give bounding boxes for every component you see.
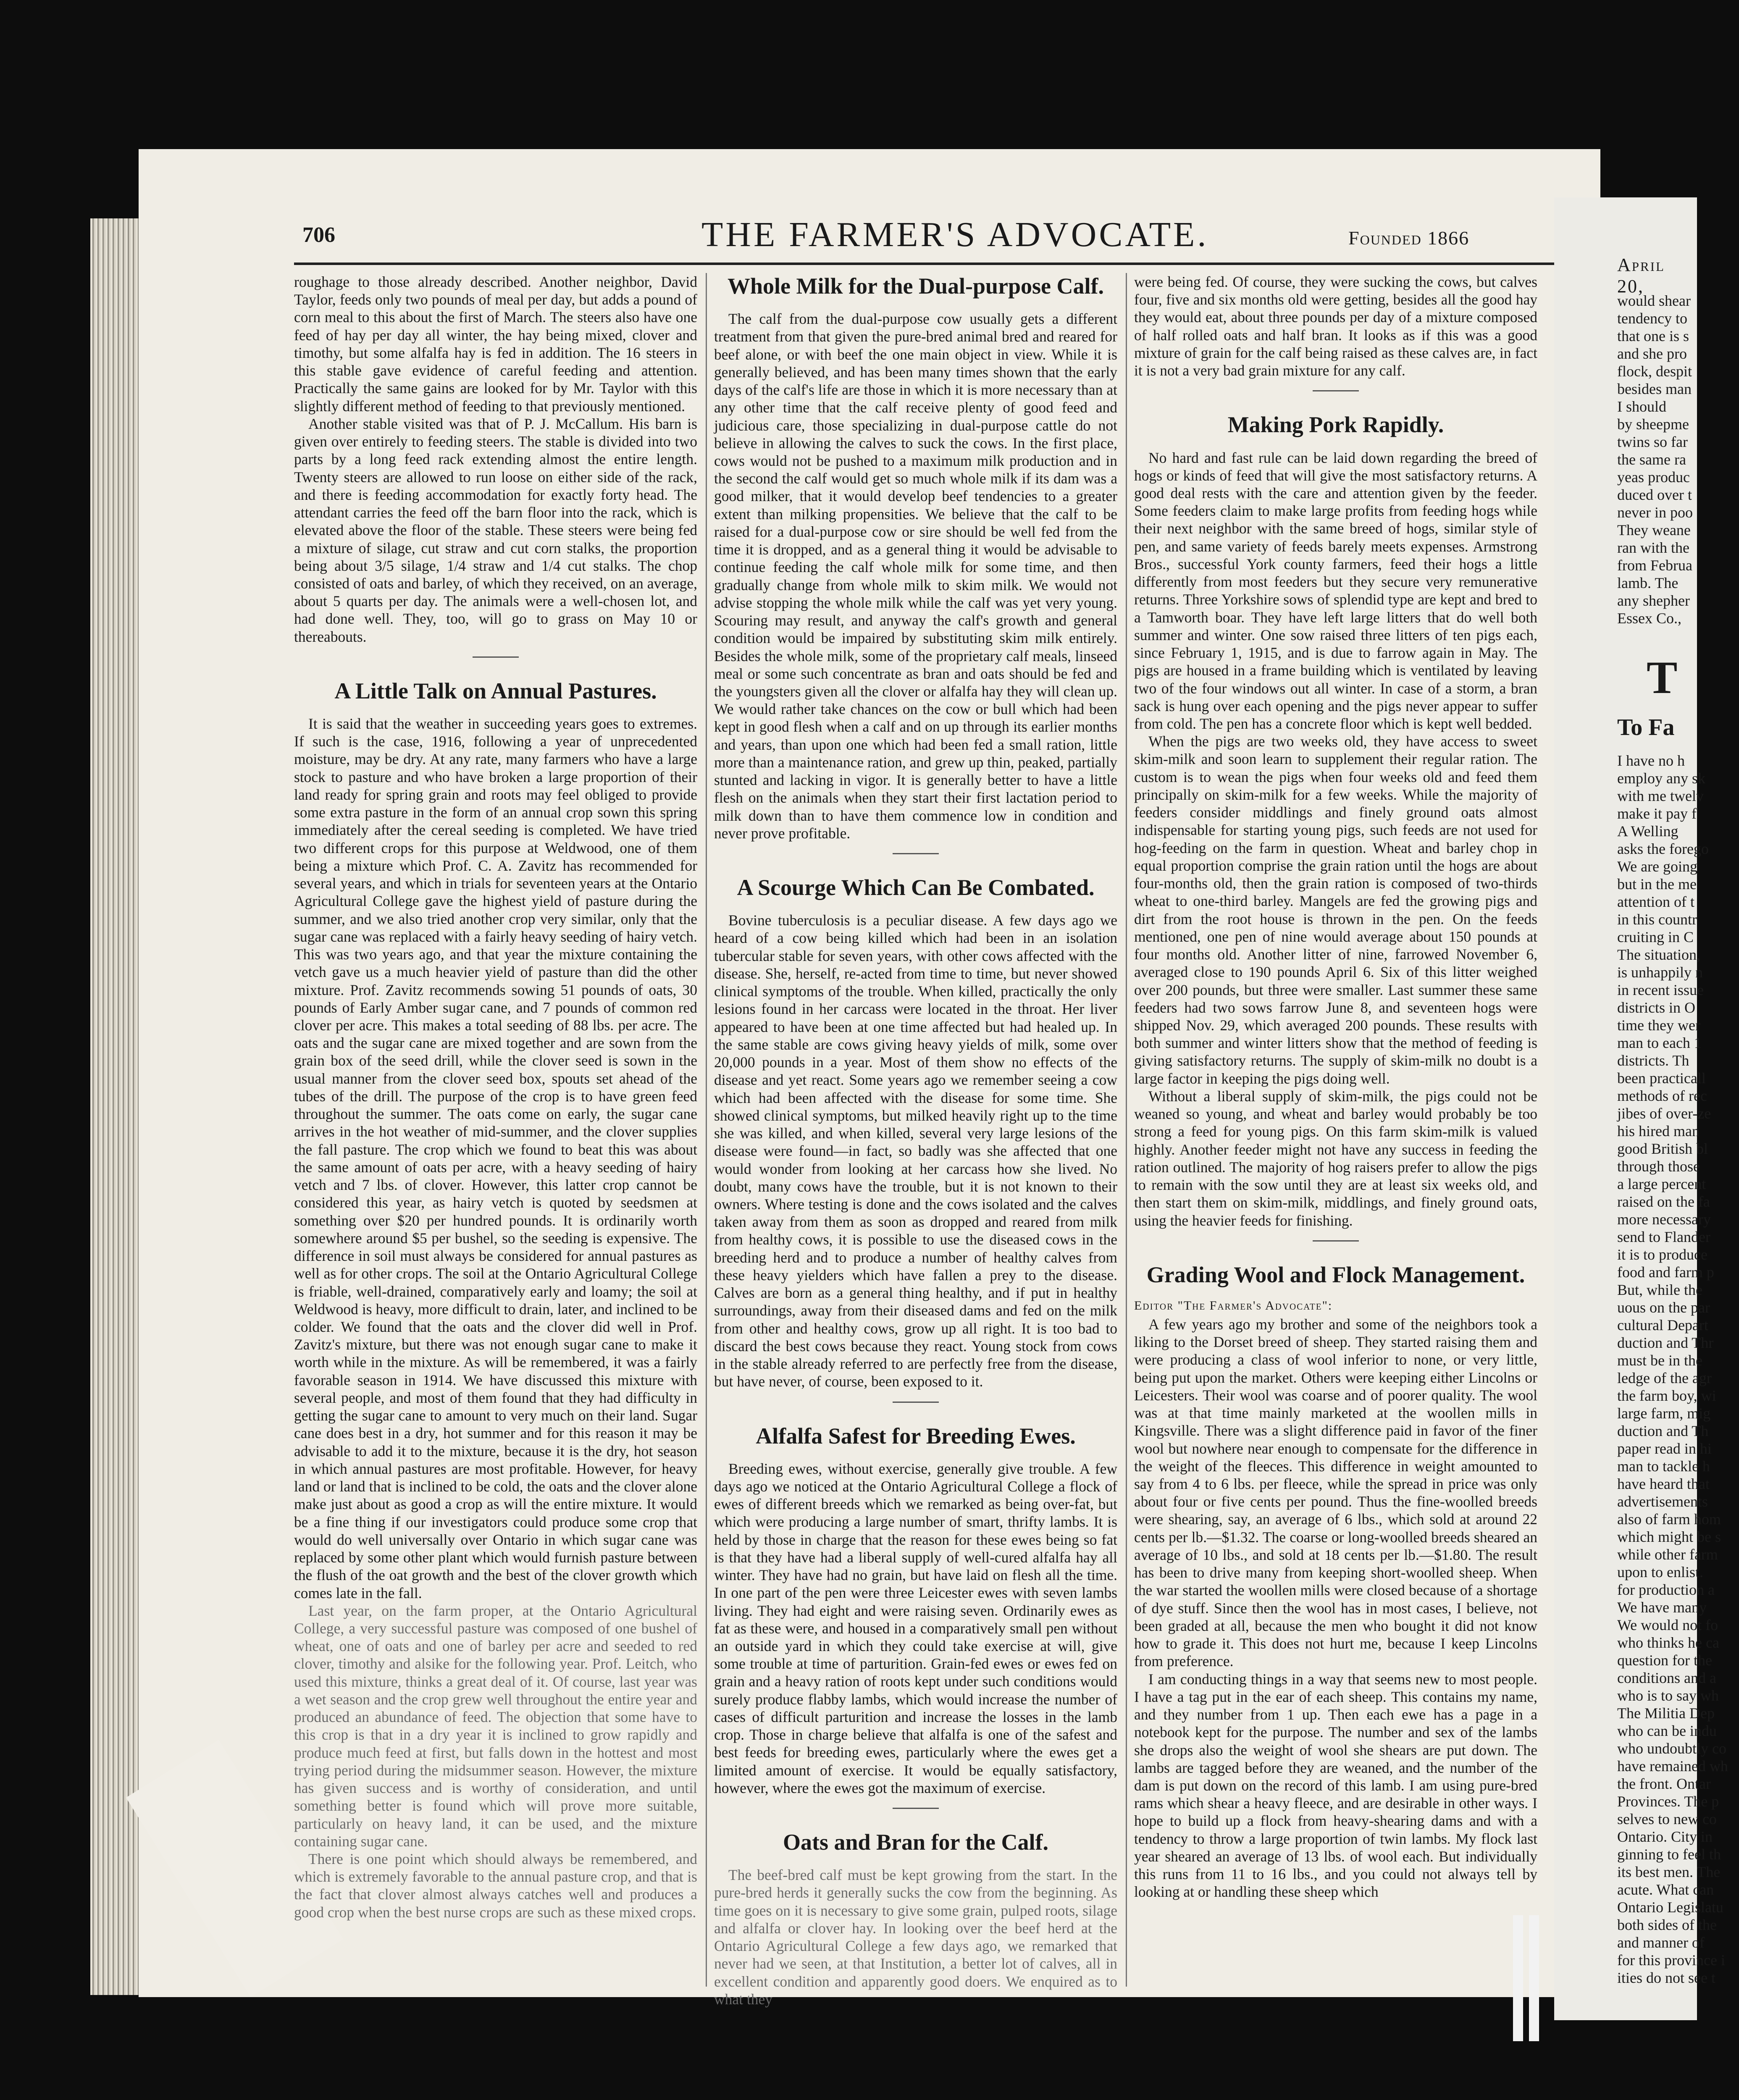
- section-separator: [1313, 1240, 1359, 1242]
- paragraph: I am conducting things in a way that seems new to most people. I have a tag put in the ear of each sheep. This contains my name, and they number from 1 up. Then each ewe has a page in a notebook kept for the purpose. The number and sex of the lambs she drops also the weight of wool she shears are put down. The lambs are tagged before they are weaned, and the number of the dam is put down on the record of this lamb. I am using pure-bred rams which shear a heavy fleece, and are desirable in other ways. I hope to build up a flock from heavy-shearing dams and with a tendency to throw a large proportion of twin lambs. My flock last year sheared an average of 13 lbs. of wool each. But individually this runs from 11 to 16 lbs., and you could not always tell by looking at or handling these sheep which: [1134, 1670, 1537, 1900]
- facing-page-line: yeas produc: [1617, 469, 1690, 486]
- facing-page-line: have heard that: [1617, 1475, 1710, 1492]
- facing-page-line: for this province i: [1617, 1952, 1725, 1969]
- column-rule: [706, 273, 707, 1987]
- paragraph: Last year, on the farm proper, at the Ontario Agricultural College, a very successful pasture was composed of one bushel of wheat, one of oats and one of barley per acre and seeded to red clover, timothy and alsike for the following year. Prof. Leitch, who used this mixture, thinks a great deal of it. Of course, last year was a wet season and the crop grew well throughout the entire year and produced an abundance of feed. The objection that some have to this crop is that in a dry year it is inclined to grow rapidly and produce much feed at first, but falls down in the hottest and most trying period during the midsummer season. However, the mixture has given success and is worthy of consideration, and until something better is found which will prove more suitable, particularly on heavy land, it can be used, and the mixture containing sugar cane.: [294, 1602, 697, 1850]
- facing-page-line: raised on the fa: [1617, 1193, 1710, 1210]
- facing-page-line: The situation,: [1617, 946, 1700, 963]
- facing-page-line: man to each 1: [1617, 1034, 1702, 1051]
- article-title-grading-wool: Grading Wool and Flock Management.: [1146, 1262, 1525, 1287]
- facing-page-line: and manner of: [1617, 1934, 1705, 1951]
- facing-page-line: from Februa: [1617, 557, 1692, 574]
- facing-page-line: conditions and a: [1617, 1670, 1716, 1686]
- facing-page-line: the front. Ontar: [1617, 1775, 1711, 1792]
- article-title-alfalfa-ewes: Alfalfa Safest for Breeding Ewes.: [756, 1423, 1076, 1449]
- column-rule: [1126, 273, 1127, 1987]
- facing-page-line: must be in the: [1617, 1352, 1702, 1369]
- facing-page-line: food and farm p: [1617, 1264, 1714, 1281]
- paragraph: Bovine tuberculosis is a peculiar disease. A few days ago we heard of a cow being killed which had been in an isolation tubercular stable for seven years, with other cows affected with the disease. She, herself, re-acted from time to time, but never showed clinical symptoms of the trouble. When killed, practically the only lesions found in her carcass were located in the throat. Her liver appeared to have been at one time affected but had healed up. In the same stable are cows giving heavy yields of milk, some over 20,000 pounds in a year. Most of them show no effects of the disease and yet react. Some years ago we remember seeing a cow which had been affected with the disease for some time. She showed clinical symptoms, but milked heavily right up to the time she was killed, and when killed, several very large lesions of the disease were found—in fact, so badly was she affected that one would wonder from looking at her carcass how she lived. No doubt, many cows have the trouble, but it is not known to their owners. Where testing is done and the cows isolated and the calves taken away from them as soon as dropped and reared from milk from healthy cows, it is possible to use the diseased cows in the breeding herd and to produce a number of healthy calves from these heavy yielders which have fallen a prey to the disease. Calves are born as a general thing healthy, and if put in healthy surroundings, away from their diseased dams and fed on the milk from other and healthy cows, grow up all right. It is too bad to discard the best cows because they react. Young stock from cows in the stable already referred to are perfectly free from the disease, but have never, of course, been exposed to it.: [714, 912, 1117, 1390]
- faded-text-block: [294, 1602, 697, 1921]
- facing-page-line: would shear: [1617, 292, 1691, 309]
- facing-page-drop-letter: T: [1647, 652, 1678, 703]
- article-title-oats-bran: Oats and Bran for the Calf.: [783, 1830, 1049, 1855]
- paragraph: Without a liberal supply of skim-milk, the pigs could not be weaned so young, and wheat and barley would probably be too strong a feed for young pigs. On this farm skim-milk is valued highly. Another feeder might not have any success in feeding the ration outlined. The majority of hog raisers prefer to allow the pigs to remain with the sow until they are at least six weeks old, and then start them on skim-milk, middlings, and finely ground oats, using the heavier feeds for finishing.: [1134, 1087, 1537, 1229]
- page-header: [302, 214, 1563, 260]
- column-3: [1134, 273, 1537, 1995]
- article-title-pork: Making Pork Rapidly.: [1227, 412, 1444, 438]
- facing-page-line: send to Flander: [1617, 1228, 1710, 1245]
- facing-page-line: Ontario Legislatu: [1617, 1899, 1723, 1916]
- facing-page-line: advertisements: [1617, 1493, 1708, 1510]
- facing-page-line: districts in O: [1617, 999, 1695, 1016]
- facing-page-line: They weane: [1617, 522, 1691, 538]
- facing-page-line: districts. Th: [1617, 1052, 1689, 1069]
- letter-salutation: Editor "The Farmer's Advocate":: [1134, 1298, 1333, 1312]
- facing-page-line: upon to enlist.: [1617, 1564, 1703, 1580]
- facing-page-line: man to tackle h: [1617, 1458, 1710, 1475]
- facing-page-line: duction and Th: [1617, 1423, 1709, 1439]
- facing-page-line: the farm boy, wi: [1617, 1387, 1716, 1404]
- facing-page-line: We are going: [1617, 858, 1698, 875]
- facing-page-line: methods of rec: [1617, 1087, 1707, 1104]
- facing-page-line: any shepher: [1617, 592, 1690, 609]
- page-number: 706: [302, 223, 335, 247]
- paragraph: were being fed. Of course, they were sucking the cows, but calves four, five and six months old were getting, besides all the good hay they would eat, about three pounds per day of a mixture composed of half rolled oats and half bran. It looks as if this was a good mixture of grain for the calf being raised as these calves are, in fact it is not a very bad grain mixture for any calf.: [1134, 273, 1537, 379]
- facing-page-line: it is to produce: [1617, 1246, 1707, 1263]
- facing-page-line: who thinks he ca: [1617, 1634, 1719, 1651]
- facing-page-line: more necessary: [1617, 1211, 1711, 1228]
- facing-page-line: with me twelv: [1617, 788, 1704, 804]
- facing-page-line: is unhappily n: [1617, 964, 1703, 981]
- article-title-scourge: A Scourge Which Can Be Combated.: [737, 875, 1095, 900]
- facing-page-line: acute. What can: [1617, 1881, 1714, 1898]
- facing-page-line: a large percent: [1617, 1176, 1706, 1192]
- facing-page-line: and she pro: [1617, 345, 1687, 362]
- facing-page-line: employ any sk: [1617, 770, 1705, 787]
- paragraph: When the pigs are two weeks old, they have access to sweet skim-milk and soon learn to supplement their regular ration. The custom is to wean the pigs when four weeks old and feed them principally on skim-milk for a few weeks. While the majority of feeders consider middlings and finely ground oats almost indispensable for starting young pigs, such feeds are not used for hog-feeding on the farm in question. Wheat and barley chop in equal proportion comprise the grain ration until the hogs are about four-months old, then the grain ration is composed of two-thirds wheat to one-third barley. Mangels are fed the growing pigs and dirt from the root house is thrown in the pen. On the feeds mentioned, one pen of nine would average about 150 pounds at four months old. Another litter of nine, farrowed November 6, averaged close to 190 pounds April 6. Six of this litter weighed over 200 pounds, but three were smaller. Last summer these same feeders had two sows farrow June 8, and seventeen hogs were shipped Nov. 29, which averaged 200 pounds. These results with both summer and winter litters show that the method of feeding is giving satisfactory returns. The supply of skim-milk no doubt is a large factor in keeping the pigs doing well.: [1134, 733, 1537, 1087]
- facing-page-line: in recent issue: [1617, 982, 1704, 998]
- facing-page-line: in this countr: [1617, 911, 1697, 928]
- facing-page-line: his hired man: [1617, 1123, 1700, 1139]
- facing-page-line: ran with the: [1617, 539, 1689, 556]
- facing-page-line: selves to new co: [1617, 1811, 1717, 1827]
- paragraph: No hard and fast rule can be laid down regarding the breed of hogs or kinds of feed that will give the most satisfactory returns. A good deal rests with the care and attention given by the feeder. Some feeders claim to make large profits from feeding hogs while their next neighbor with the same breed of hogs, similar style of pen, and same variety of feeds barely meets expenses. Armstrong Bros., successful York county farmers, feed their hogs a little differently from most feeders but they secure very remunerative returns. Three Yorkshire sows of splendid type are kept and bred to a Tamworth boar. They have left large litters that do well both summer and winter. One sow raised three litters of ten pigs each, since February 1, 1915, and is due to farrow again in May. The pigs are housed in a frame building which is ventilated by leaving two of the four windows out all winter. In case of a storm, a bran sack is hung over each opening and the pigs never appear to suffer from cold. The pen has a concrete floor which is kept well bedded.: [1134, 449, 1537, 732]
- paragraph: roughage to those already described. Another neighbor, David Taylor, feeds only two pounds of meal per day, but adds a pound of corn meal to this about the first of March. The steers also have one feed of hay per day all winter, the hay being mixed, clover and timothy, but some alfalfa hay is fed in addition. The 16 steers in this stable gave evidence of careful feeding and attention. Practically the same gains are looked for by Mr. Taylor with this slightly different method of feeding to that previously mentioned.: [294, 273, 697, 415]
- facing-page-line: A Welling: [1617, 823, 1679, 840]
- facing-page-line: We have many: [1617, 1599, 1707, 1616]
- facing-page-line: jibes of over-ze: [1617, 1105, 1711, 1122]
- facing-page-line: Ontario. City in: [1617, 1828, 1713, 1845]
- paragraph: The beef-bred calf must be kept growing from the start. In the pure-bred herds it generally sucks the cow from the beginning. As time goes on it is necessary to give some grain, pulped roots, silage and alfalfa or clover hay. In looking over the beef herd at the Ontario Agricultural College a few days ago, we remarked that never had we seen, at that Institution, a better lot of calves, all in excellent condition and apparently good doers. We enquired as to what they: [714, 1866, 1117, 2008]
- facing-page-line: We would not fo: [1617, 1617, 1718, 1633]
- facing-page-line: I have no h: [1617, 752, 1685, 769]
- facing-page-line: ledge of the agr: [1617, 1370, 1712, 1386]
- paragraph: The calf from the dual-purpose cow usually gets a different treatment from that given the pure-bred animal bred and reared for beef alone, or with beef the one main object in view. While it is generally believed, and has been many times shown that the early days of the calf's life are those in which it is more necessary than at any other time that the calf receive plenty of good feed and judicious care, those specializing in dual-purpose cattle do not believe in allowing the calves to suck the cows. In the first place, cows would not be pushed to a maximum milk production and in the second the calf would get so much whole milk if its dam was a good milker, that it would develop beef tendencies to a greater extent than milking propensities. We believe that the calf to be raised for a dual-purpose cow or sire should be well fed from the time it is dropped, and as a general thing it would be advisable to continue feeding the calf whole milk for some time, and then gradually change from whole milk to skim milk. We would not advise stopping the whole milk while the calf was yet very young. Scouring may result, and anyway the calf's growth and general condition would be impaired by substituting skim milk entirely. Besides the whole milk, some of the proprietary calf meals, linseed meal or some such concentrate as bran and oats should be fed and the youngsters given all the clover or alfalfa hay they will clean up. We would rather take chances on the cow or bull which had been kept in good flesh when a calf and on up through its earlier months and years, than upon one which had been fed a small ration, little more than a maintenance ration, and grew up thin, peaked, partially stunted and lacking in vigor. It is generally better to have a little flesh on the animals when they start their first lactation period to milk down than to have them commence low in condition and never prove profitable.: [714, 310, 1117, 842]
- facing-page-line: make it pay f: [1617, 805, 1697, 822]
- facing-page-line: large farm, mig: [1617, 1405, 1711, 1422]
- facing-page-heading: To Fa: [1617, 714, 1675, 740]
- facing-page-line: never in poo: [1617, 504, 1693, 521]
- paragraph: There is one point which should always be remembered, and which is extremely favorable to the annual pasture crop, and that is the fact that clover almost always catches well and produces a good crop when the best nurse crops are such as these mixed crops.: [294, 1851, 697, 1921]
- facing-page-line: both sides of the: [1617, 1916, 1717, 1933]
- facing-page-line: cruiting in C: [1617, 929, 1694, 945]
- paragraph: Breeding ewes, without exercise, generally give trouble. A few days ago we noticed at the Ontario Agricultural College a flock of ewes of different breeds which we remarked as being over-fat, but which were producing a large number of smart, thrifty lambs. It is held by those in charge that the reason for these ewes being so fat is that they have had a liberal supply of well-cured alfalfa hay all winter. They have had no grain, but have laid on flesh all the time. In one part of the pen were three Leicester ewes with seven lambs living. They had eight and were raising seven. Ordinarily ewes as fat as these were, and housed in a comparatively small pen without an outside yard in which they could take exercise at will, give some trouble at time of parturition. Grain-fed ewes or ewes fed on grain and a heavy ration of roots kept under such conditions would surely produce flabby lambs, which would increase the number of cases of difficult parturition and increase the losses in the lamb crop. Those in charge believe that alfalfa is one of the safest and best feeds for breeding ewes, particularly where the ewes get a limited amount of exercise. It would be equally satisfactory, however, where the ewes got the maximum of exercise.: [714, 1460, 1117, 1796]
- facing-page-line: who is to say wh: [1617, 1687, 1719, 1704]
- section-separator: [893, 1808, 939, 1809]
- facing-page-line: lamb. The: [1617, 575, 1679, 591]
- facing-page-line: the same ra: [1617, 451, 1686, 468]
- facing-page-line: while other farm: [1617, 1546, 1718, 1563]
- column-2: [714, 273, 1117, 2008]
- facing-page-line: But, while the: [1617, 1281, 1702, 1298]
- facing-page-line: time they wer: [1617, 1017, 1700, 1034]
- facing-page-line: Provinces. The p: [1617, 1793, 1719, 1810]
- facing-page-line: twins so far: [1617, 433, 1688, 450]
- article-title-whole-milk: Whole Milk for the Dual-purpose Calf.: [727, 273, 1104, 299]
- facing-page-line: question for the: [1617, 1652, 1712, 1669]
- facing-page-line: The Militia Dep: [1617, 1705, 1715, 1722]
- facing-page-line: asks the forego: [1617, 840, 1709, 857]
- facing-page-fragment: [1554, 197, 1728, 2020]
- facing-page-line: have remained wh: [1617, 1758, 1728, 1774]
- facing-page-line: which might be s: [1617, 1528, 1721, 1545]
- facing-page-line: been practicall: [1617, 1070, 1706, 1087]
- section-separator: [473, 656, 519, 658]
- facing-page-line: I should: [1617, 398, 1666, 415]
- facing-page-line: besides man: [1617, 381, 1692, 397]
- paragraph: A few years ago my brother and some of the neighbors took a liking to the Dorset breed of sheep. They started raising them and were producing a class of wool inferior to none, or very little, being put upon the market. Others were keeping either Lincolns or Leicesters. Their wool was coarse and of poorer quality. The wool was at that time mainly marketed at the woollen mills in Kingsville. There was a slight difference paid in favor of the finer wool but nowhere near enough to compensate for the difference in the weight of the fleeces. This difference in weight amounted to say from 4 to 6 lbs. per fleece, while the spread in price was only about four or five cents per pound. Thus the fine-woolled breeds were shearing, say, an average of 6 lbs., which sold at around 22 cents per lb.—$1.32. The coarse or long-woolled breeds sheared an average of 10 lbs., and sold at 18 cents per lb.—$1.80. The result has been to drive many from keeping short-woolled sheep. When the war started the woollen mills were closed because of a shortage of dye stuff. Since then the wool has in most cases, I believe, not been graded at all, because the men who bought it did not know how to grade it. This does not hurt me, because I keep Lincolns from preference.: [1134, 1315, 1537, 1670]
- facing-page-line: who undoubtly co: [1617, 1740, 1726, 1757]
- facing-page-line: ities do not see t: [1617, 1969, 1715, 1986]
- facing-page-line: cultural Depart: [1617, 1317, 1708, 1334]
- section-separator: [1313, 390, 1359, 391]
- facing-page-line: good British bl: [1617, 1140, 1708, 1157]
- facing-page-line: duction and Thr: [1617, 1334, 1714, 1351]
- facing-page-line: through those: [1617, 1158, 1700, 1175]
- faded-text-block: [714, 1866, 1117, 2008]
- column-1: [294, 273, 697, 1995]
- facing-page-date: April 20,: [1617, 255, 1665, 297]
- facing-page-line: who can be indu: [1617, 1722, 1717, 1739]
- paragraph: It is said that the weather in succeeding years goes to extremes. If such is the case, 1916, following a year of unprecedented moisture, may be dry. At any rate, many farmers who have a large stock to pasture and who have broken a large proportion of their land ready for spring grain and roots may feel obliged to provide some extra pasture in the form of an annual crop sown this spring immediately after the cereal seeding is completed. We have tried two different crops for this purpose at Weldwood, one of them being a mixture which Prof. C. A. Zavitz has recommended for several years, and which in trials for seventeen years at the Ontario Agricultural College gave the highest yield of pasture during the summer, and we also tried another crop very similar, only that the sugar cane was replaced with a fairly heavy seeding of hairy vetch. This was two years ago, and that year the mixture containing the vetch gave us a much heavier yield of pasture than did the other mixture. Prof. Zavitz recommends sowing 51 pounds of oats, 30 pounds of Early Amber sugar cane, and 7 pounds of common red clover per acre. This makes a total seeding of 88 lbs. per acre. The oats and the sugar cane are mixed together and are sown from the grain box of the seed drill, while the clover seed is sown in the usual manner from the clover seed box, spouts set ahead of the tubes of the drill. The purpose of the crop is to have green feed throughout the summer. The oats come on early, the sugar cane arrives in the hot weather of mid-summer, and the clover supplies the fall pasture. The crop which we found to beat this was about the same amount of oats per acre, with a heavy seeding of hairy vetch and 7 lbs. of clover. However, this latter crop cannot be considered this year, as hairy vetch is quoted by seedsmen at something over $20 per hundred pounds. It is ordinarily worth somewhere around $5 per bushel, so the seeding is expensive. The difference in soil must always be considered for annual pastures as well as for other crops. The soil at the Ontario Agricultural College is friable, well-drained, comparatively early and loamy; the soil at Weldwood is heavy, more difficult to drain, later, and inclined to be colder. We found that the oats and the clover did well in Prof. Zavitz's mixture, but there was not enough sugar cane to make it worth while in the mixture. As will be remembered, it was a fairly favorable season in 1914. We have discussed this mixture with several people, and most of them found that they had difficulty in getting the sugar cane to amount to very much on their land. Sugar cane does best in a dry, hot summer and for this reason it may be advisable to add it to the mixture, because it is the dry, hot season in which annual pastures are most profitable. However, for heavy land or land that is inclined to be cold, the oats and the clover alone make just about as good a crop as will the entire mixture. It would be a fine thing if our investigators could produce some crop that would do well universally over Ontario in which sugar cane was replaced by some other plant which would furnish pasture between the flush of the oat growth and the best of the clover growth which comes late in the fall.: [294, 715, 697, 1601]
- facing-page-line: duced over t: [1617, 486, 1692, 503]
- paragraph: Another stable visited was that of P. J. McCallum. His barn is given over entirely to feeding steers. The stable is divided into two parts by a long feed rack extending almost the entire length. Twenty steers are allowed to run loose on either side of the rack, and there is feeding accommodation for exactly forty head. The attendant carries the feed off the barn floor into the rack, which is elevated above the floor of the stable. These steers were being fed a mixture of silage, cut straw and cut corn stalks, the proportion being about 3/5 silage, 1/4 straw and 1/4 cut stalks. The chop consisted of oats and barley, of which they received, on an average, about 5 quarts per day. The animals were a well-chosen lot, and had done well. They, too, will go to grass on May 10 or thereabouts.: [294, 415, 697, 645]
- facing-page-line: Essex Co.,: [1617, 610, 1681, 627]
- founded-date: Founded 1866: [1348, 227, 1470, 249]
- masthead-title: THE FARMER'S ADVOCATE.: [701, 215, 1209, 254]
- facing-page-line: ginning to feel th: [1617, 1846, 1721, 1863]
- article-title-annual-pastures: A Little Talk on Annual Pastures.: [334, 678, 657, 704]
- facing-page-line: but in the me: [1617, 876, 1697, 892]
- facing-page-line: attention of t: [1617, 893, 1694, 910]
- section-separator: [893, 1402, 939, 1403]
- facing-page-line: paper read in hi: [1617, 1440, 1712, 1457]
- facing-page-line: tendency to: [1617, 310, 1687, 327]
- header-rule: [294, 262, 1554, 265]
- section-separator: [893, 853, 939, 854]
- facing-page-line: uous on the par: [1617, 1299, 1710, 1316]
- facing-page-line: for production a: [1617, 1581, 1715, 1598]
- facing-page-line: also of farm hom: [1617, 1511, 1721, 1528]
- facing-page-line: that one is s: [1617, 328, 1689, 344]
- facing-page-line: by sheepme: [1617, 416, 1689, 433]
- facing-page-line: its best men. The: [1617, 1864, 1721, 1880]
- facing-page-line: flock, despit: [1617, 363, 1692, 380]
